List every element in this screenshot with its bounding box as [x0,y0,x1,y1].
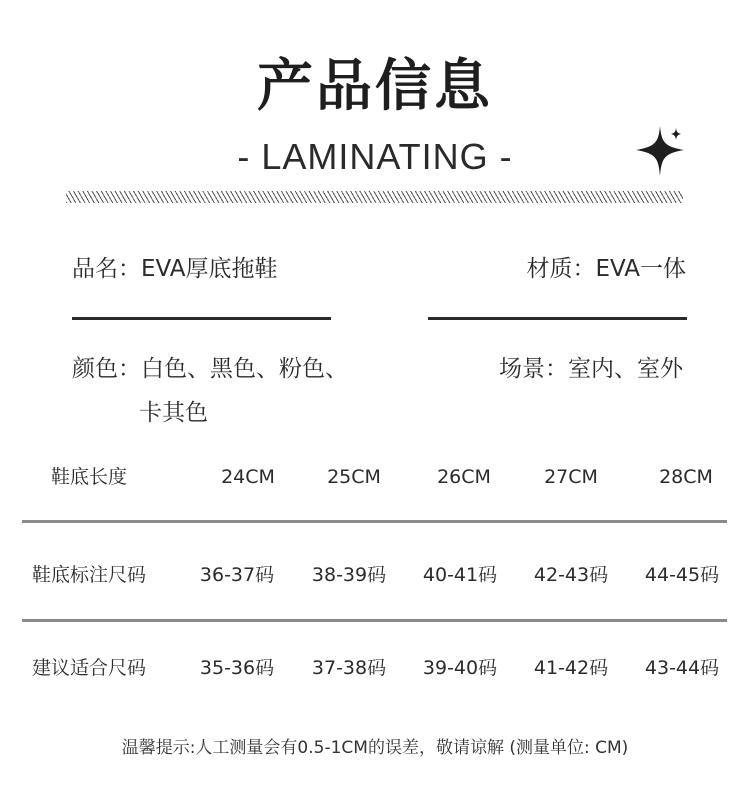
table-row [0,462,750,492]
table-divider [22,619,727,622]
product-colors: 颜色：白色、黑色、粉色、 [72,356,348,382]
table-cell: 44-45码 [644,564,720,586]
product-scene: 场景：室内、室外 [499,356,683,382]
table-cell: 43-44码 [644,657,720,679]
product-name: 品名：EVA厚底拖鞋 [72,256,278,282]
product-colors-continued: 卡其色 [139,400,208,426]
table-cell: 40-41码 [422,564,498,586]
table-cell: 35-36码 [199,657,275,679]
table-divider [22,520,727,523]
table-cell: 27CM [544,466,598,488]
sparkle-icon [632,124,688,178]
table-cell: 42-43码 [533,564,609,586]
row-label: 鞋底长度 [50,466,127,488]
table-cell: 26CM [437,466,491,488]
table-cell: 25CM [327,466,381,488]
table-cell: 36-37码 [199,564,275,586]
product-material: 材质：EVA一体 [526,256,686,282]
table-cell: 39-40码 [422,657,498,679]
name-underline [72,317,331,320]
hatched-divider [66,191,683,203]
table-cell: 28CM [659,466,713,488]
row-label: 鞋底标注尺码 [31,564,146,586]
table-cell: 37-38码 [311,657,387,679]
table-row [0,560,750,590]
table-cell: 24CM [221,466,275,488]
row-label: 建议适合尺码 [31,657,146,679]
material-underline [428,317,687,320]
page-subtitle: - LAMINATING - [237,136,513,177]
table-cell: 38-39码 [311,564,387,586]
table-cell: 41-42码 [533,657,609,679]
page-title: 产品信息 [257,54,493,119]
measurement-note: 温馨提示:人工测量会有0.5-1CM的误差，敬请谅解 (测量单位: CM) [121,738,629,758]
table-row [0,653,750,683]
